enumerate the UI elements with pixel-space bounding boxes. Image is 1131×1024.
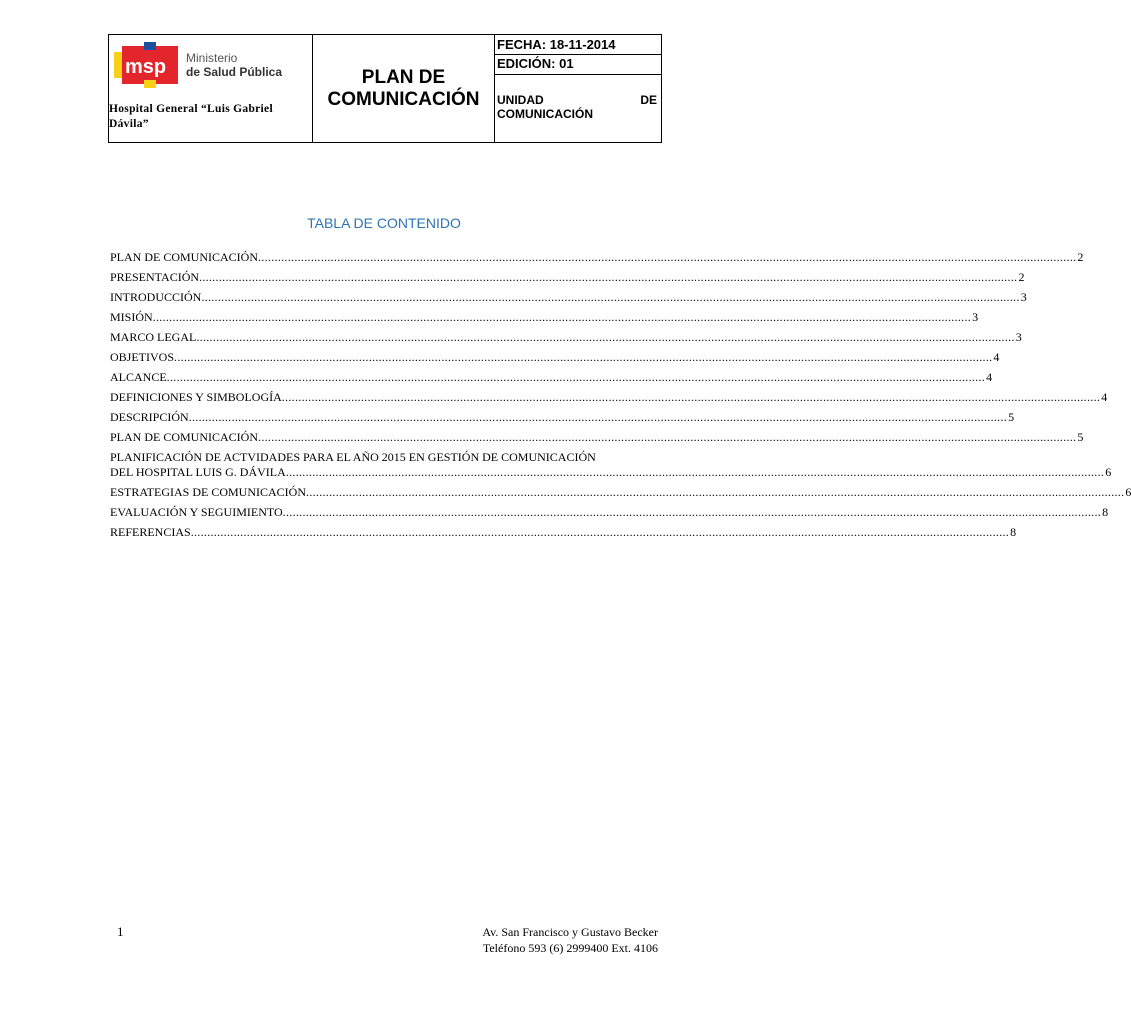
toc-entry[interactable]: DEFINICIONES Y SIMBOLOGÍA ..... 4 — [110, 390, 658, 405]
table-of-contents — [110, 250, 1131, 545]
msp-logo — [114, 42, 290, 94]
toc-entry[interactable]: MARCO LEGAL ..... 3 — [110, 330, 658, 345]
toc-entry[interactable]: INTRODUCCIÓN ..... 3 — [110, 290, 658, 305]
footer-phone-line: Teléfono 593 (6) 2999400 Ext. 4106 — [482, 941, 658, 955]
toc-entry[interactable]: MISIÓN ..... 3 — [110, 310, 658, 325]
toc-entry[interactable]: PRESENTACIÓN ..... 2 — [110, 270, 658, 285]
hospital-name: Hospital General “Luis Gabriel Dávila” — [109, 103, 273, 130]
unit-field — [495, 75, 661, 142]
document-header — [108, 34, 662, 143]
logo-text — [186, 51, 282, 79]
logo-line2: de Salud Pública — [186, 65, 283, 79]
toc-entry[interactable]: EVALUACIÓN Y SEGUIMIENTO ..... 8 — [110, 505, 658, 520]
page-number: 1 — [117, 924, 124, 939]
logo-mark-text: msp — [125, 56, 167, 78]
unit-word2: DE — [640, 93, 657, 107]
unit-word1: UNIDAD — [497, 93, 544, 107]
footer-address-line: Av. San Francisco y Gustavo Becker — [482, 925, 658, 939]
unit-line2: COMUNICACIÓN — [497, 107, 593, 121]
edition-field: EDICIÓN: 01 — [495, 55, 661, 75]
title-line2: COMUNICACIÓN — [327, 88, 480, 110]
msp-logo-icon — [114, 42, 182, 88]
toc-entry[interactable]: PLAN DE COMUNICACIÓN ..... 2 — [110, 250, 658, 265]
date-field: FECHA: 18-11-2014 — [495, 35, 661, 55]
toc-entry[interactable]: DESCRIPCIÓN ..... 5 — [110, 410, 658, 425]
toc-entry[interactable]: ESTRATEGIAS DE COMUNICACIÓN ..... 6 — [110, 485, 658, 500]
toc-entry[interactable]: REFERENCIAS ..... 8 — [110, 525, 658, 540]
header-logo-cell — [109, 35, 313, 142]
toc-entry[interactable]: PLAN DE COMUNICACIÓN ..... 5 — [110, 430, 658, 445]
document-title — [313, 35, 495, 142]
toc-title: TABLA DE CONTENIDO — [307, 215, 461, 231]
title-line1: PLAN DE — [361, 66, 446, 88]
footer-address — [482, 924, 658, 956]
toc-entry[interactable]: ALCANCE ..... 4 — [110, 370, 658, 385]
toc-entry[interactable]: PLANIFICACIÓN DE ACTVIDADES PARA EL AÑO 2015 EN GESTIÓN DE COMUNICACIÓN DEL HOSPITAL LUIS G. DÁVILA ..... 6 — [110, 450, 658, 480]
logo-line1: Ministerio — [186, 51, 238, 65]
toc-entry[interactable]: OBJETIVOS ..... 4 — [110, 350, 658, 365]
